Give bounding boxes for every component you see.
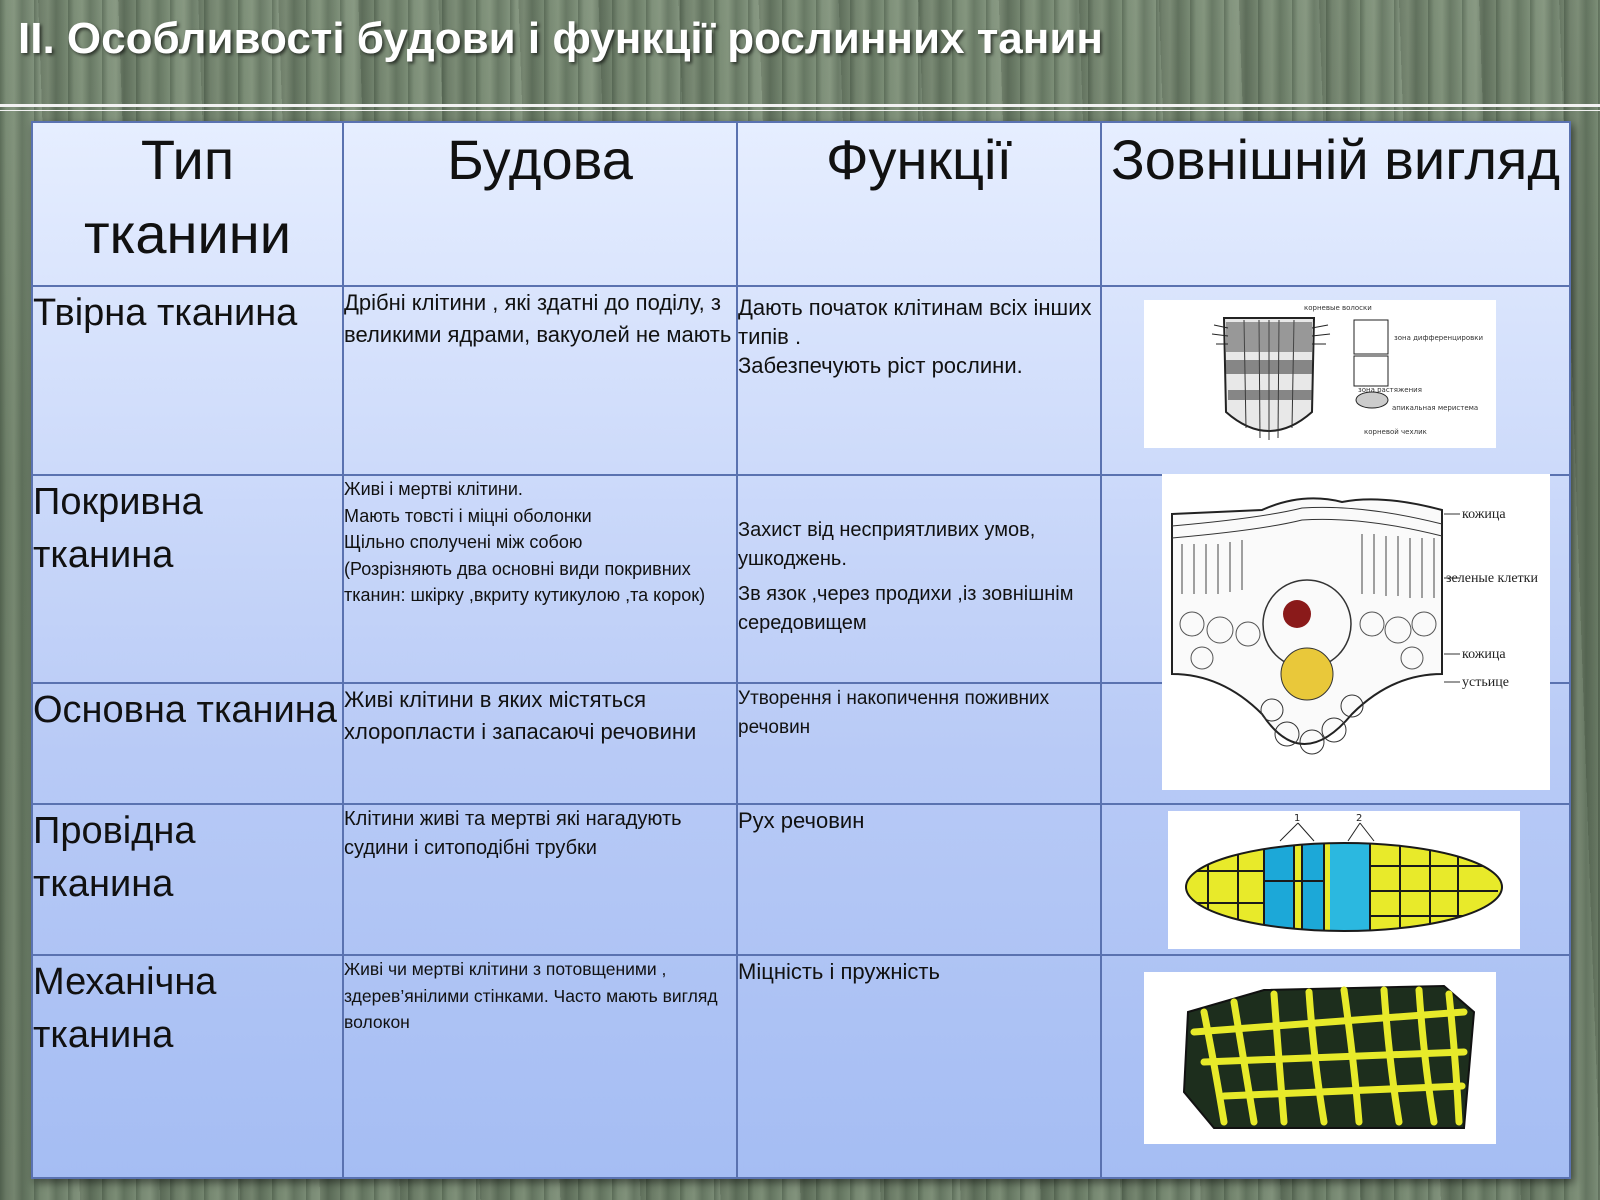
- tissue-type: Твірна тканина: [32, 286, 343, 475]
- tissue-functions: [737, 683, 1101, 804]
- structure-text: Живі клітини в яких містяться хлоропласти і запасаючі речовини: [344, 687, 697, 744]
- function-text: Зв язок ,через продихи ,із зовнішнім середовищем: [738, 583, 1074, 634]
- vessel-label-1: 1: [1294, 813, 1301, 824]
- slide-title: II. Особливості будови і функції рослинних танин: [18, 14, 1103, 63]
- header-appearance: Зовнішній вигляд: [1101, 122, 1570, 286]
- leaf-label-epidermis: кожица: [1462, 507, 1506, 522]
- leaf-label-epidermis-lower: кожица: [1462, 647, 1506, 662]
- root-label-differentiation: зона дифференцировки: [1394, 334, 1484, 342]
- appearance-cell: [1101, 955, 1570, 1178]
- structure-text: (Розрізняють два основні види покривних тканин: шкірку ,вкриту кутикулою ,та корок): [344, 558, 706, 605]
- tissue-structure: [343, 804, 737, 955]
- tissue-structure: [343, 683, 737, 804]
- table-row: [32, 955, 1570, 1178]
- function-text: Утворення і накопичення поживних речовин: [738, 688, 1050, 738]
- root-meristem-image: [1144, 300, 1496, 448]
- mechanical-tissue-image: [1144, 972, 1496, 1144]
- tissue-type: Механічна тканина: [32, 955, 343, 1178]
- structure-text: Щільно сполучені між собою: [344, 532, 583, 552]
- function-text: Захист від несприятливих умов, ушкоджень.: [738, 519, 1036, 570]
- root-label-elongation: зона растяжения: [1358, 386, 1422, 394]
- title-divider-thin: [0, 110, 1600, 111]
- tissue-type: Основна тканина: [32, 683, 343, 804]
- appearance-cell: [1101, 804, 1570, 955]
- vessel-label-2: 2: [1356, 813, 1363, 824]
- structure-text: Живі і мертві клітини.: [344, 479, 523, 499]
- structure-text: Клітини живі та мертві які нагадують судини і ситоподібні трубки: [344, 808, 682, 859]
- title-divider: [0, 104, 1600, 107]
- tissue-structure: [343, 286, 737, 475]
- tissue-functions: [737, 286, 1101, 475]
- function-text: Дають початок клітинам всіх інших типів .: [738, 295, 1092, 349]
- root-label-meristem: апикальная меристема: [1392, 404, 1479, 412]
- table-header-row: [32, 122, 1570, 286]
- root-label-hairs: корневые волоски: [1304, 304, 1372, 312]
- structure-text: Дрібні клітини , які здатні до поділу, з великими ядрами, вакуолей не мають: [344, 290, 732, 347]
- function-text: Рух речовин: [738, 808, 865, 833]
- structure-text: Живі чи мертві клітини з потовщеними , здерев’янілими стінками. Часто мають вигляд волокон: [344, 959, 718, 1032]
- appearance-cell: [1101, 286, 1570, 475]
- leaf-label-stoma: устьице: [1462, 675, 1509, 690]
- header-structure: Будова: [343, 122, 737, 286]
- tissue-type: Покривна тканина: [32, 475, 343, 683]
- table-row: [32, 804, 1570, 955]
- table-row: [32, 286, 1570, 475]
- function-text: Забезпечують ріст рослини.: [738, 353, 1023, 378]
- tissue-structure: [343, 475, 737, 683]
- leaf-cross-section-image: [1162, 474, 1550, 790]
- leaf-label-green-cells: зеленые клетки: [1446, 571, 1538, 586]
- header-type: Тип тканини: [32, 122, 343, 286]
- tissue-type: Провідна тканина: [32, 804, 343, 955]
- function-text: Міцність і пружність: [738, 959, 940, 984]
- vascular-tissue-image: [1168, 811, 1520, 949]
- structure-text: Мають товсті і міцні оболонки: [344, 505, 592, 526]
- tissue-structure: [343, 955, 737, 1178]
- header-functions: Функції: [737, 122, 1101, 286]
- tissue-functions: [737, 955, 1101, 1178]
- root-label-cap: корневой чехлик: [1364, 428, 1427, 436]
- tissue-functions: [737, 475, 1101, 683]
- tissue-functions: [737, 804, 1101, 955]
